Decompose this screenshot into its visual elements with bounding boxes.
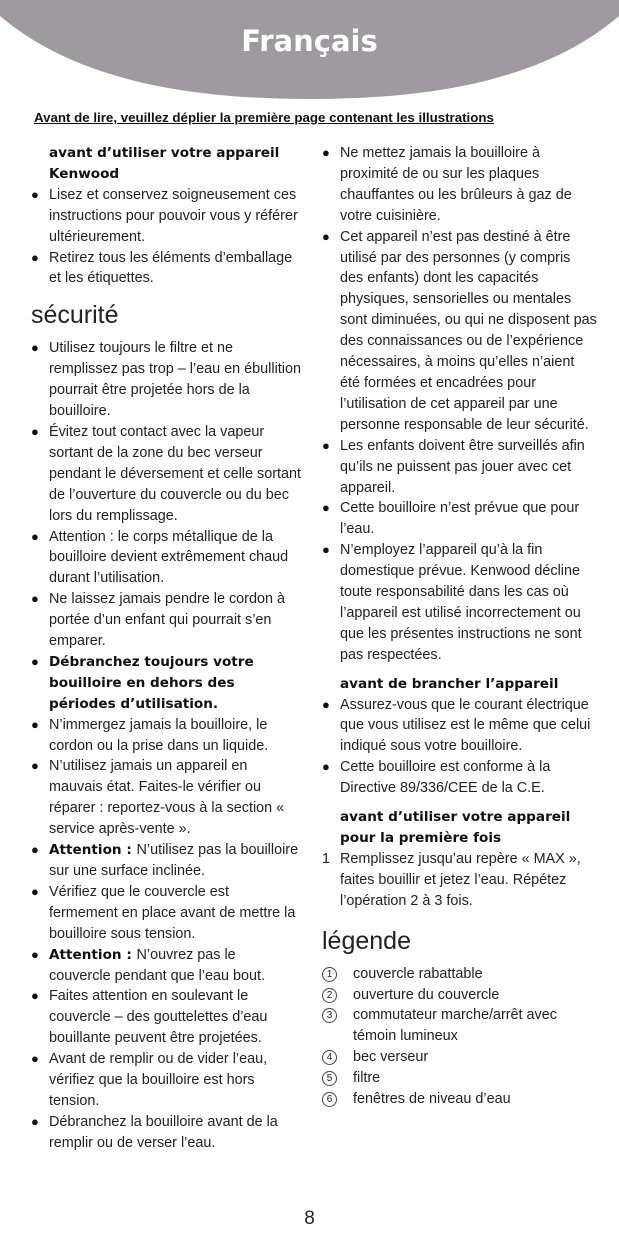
legend-item xyxy=(322,1047,597,1068)
item-text: N’immergez jamais la bouilloire, le cordon ou la prise dans un liquide. xyxy=(49,716,269,754)
list-item xyxy=(31,338,301,422)
list-item xyxy=(31,248,301,290)
list-item xyxy=(31,1112,301,1154)
bullet-icon: ● xyxy=(31,528,39,544)
bullet-icon: ● xyxy=(31,249,39,265)
item-text: Les enfants doivent être surveillés afin qu’ils ne puissent pas jouer avec cet appareil. xyxy=(340,437,585,496)
list-item xyxy=(31,527,301,590)
bullet-icon: ● xyxy=(31,988,39,1004)
list-item xyxy=(322,143,597,227)
item-text: Utilisez toujours le filtre et ne remplissez pas trop – l’eau en ébullition pourrait être projetée hors de la bouilloire. xyxy=(49,340,301,420)
legend-number-circle: 5 xyxy=(322,1071,337,1086)
bullet-icon: ● xyxy=(322,759,330,775)
list-item xyxy=(31,945,301,987)
legend-text: fenêtres de niveau d’eau xyxy=(353,1091,511,1108)
list-item xyxy=(31,652,301,715)
list-item xyxy=(31,185,301,248)
legend-item xyxy=(322,1089,597,1110)
header-banner xyxy=(0,0,619,100)
bullet-icon: ● xyxy=(31,1113,39,1129)
item-text: Ne laissez jamais pendre le cordon à portée d’un enfant qui pourrait s’en emparer. xyxy=(49,591,285,650)
list-item xyxy=(322,436,597,499)
legend-item xyxy=(322,985,597,1006)
list-item xyxy=(31,1049,301,1112)
item-text: N’utilisez jamais un appareil en mauvais état. Faites-le vérifier ou réparer : reportez-vous à la section « service après-vente ». xyxy=(49,758,285,838)
bullet-icon: ● xyxy=(31,423,39,439)
list-item xyxy=(322,227,597,436)
item-emphasis: Attention : xyxy=(49,946,137,963)
item-text: Retirez tous les éléments d’emballage et les étiquettes. xyxy=(49,249,293,287)
first-use-steps xyxy=(322,849,597,912)
item-emphasis: Attention : xyxy=(49,842,137,859)
safety-heading: sécurité xyxy=(31,301,119,330)
step-number: 1 xyxy=(322,850,331,867)
list-item xyxy=(31,986,301,1049)
list-item xyxy=(31,589,301,652)
legend-item xyxy=(322,1005,597,1047)
bullet-icon: ● xyxy=(322,145,330,160)
item-text: Vérifiez que le couvercle est fermement en place avant de mettre la bouilloire sous tension. xyxy=(49,883,296,942)
before-plug-list xyxy=(322,695,597,800)
legend-item xyxy=(322,1068,597,1089)
list-item xyxy=(31,422,301,527)
item-text: Lisez et conservez soigneusement ces instructions pour pouvoir vous y référer ultérieurement. xyxy=(49,186,298,245)
before-plug-title: avant de brancher l’appareil xyxy=(340,675,559,692)
legend-text: commutateur marche/arrêt avec témoin lumineux xyxy=(353,1007,557,1045)
item-text: Faites attention en soulevant le couvercle – des gouttelettes d’eau bouillante peuvent être projetées. xyxy=(49,988,268,1047)
safety-list xyxy=(31,338,301,1153)
first-use-title: avant d’utiliser votre appareil pour la première fois xyxy=(340,809,571,846)
bullet-icon: ● xyxy=(31,883,39,899)
bullet-icon: ● xyxy=(322,437,330,453)
item-text: Assurez-vous que le courant électrique que vous utilisez est le même que celui indiqué sous votre bouilloire. xyxy=(340,696,591,755)
list-item xyxy=(322,695,597,758)
page-number: 8 xyxy=(304,1208,315,1229)
bullet-icon: ● xyxy=(322,542,330,558)
legend-number-circle: 1 xyxy=(322,967,337,982)
list-item xyxy=(31,882,301,945)
bullet-icon: ● xyxy=(322,696,330,712)
legend-number-circle: 4 xyxy=(322,1050,337,1065)
list-item xyxy=(322,498,597,540)
item-text: N’employez l’appareil qu’à la fin domestique prévue. Kenwood décline toute responsabilité dans les cas où l’appareil est utilisé incorrectement ou que les présentes instructions ne sont pas respectées. xyxy=(340,542,582,663)
safety-list-continued xyxy=(322,143,597,666)
bullet-icon: ● xyxy=(31,591,39,607)
legend-item xyxy=(322,964,597,985)
list-item xyxy=(31,715,301,757)
legend-text: filtre xyxy=(353,1070,381,1087)
bullet-icon: ● xyxy=(31,340,39,356)
bullet-icon: ● xyxy=(31,842,39,858)
step-item xyxy=(322,849,597,912)
right-column xyxy=(322,143,597,1110)
legend-list xyxy=(322,964,597,1110)
list-item xyxy=(322,757,597,799)
item-text: Cette bouilloire est conforme à la Directive 89/336/CEE de la C.E. xyxy=(340,759,551,797)
item-text: Cet appareil n’est pas destiné à être utilisé par des personnes (y compris des enfants) dont les capacités physiques, sensorielles ou mentales sont diminuées, ou qui ne disposent pas des connaissances ou de l’expérience nécessaires, à moins qu’elles n’aient été formées et encadrées pour l’utilisation de cet appareil par une personne responsable de leur sécurité. xyxy=(340,228,597,433)
legend-number-circle: 2 xyxy=(322,988,337,1003)
item-text: Débranchez la bouilloire avant de la remplir ou de verser l’eau. xyxy=(49,1113,278,1151)
step-text: Remplissez jusqu’au repère « MAX », faites bouillir et jetez l’eau. Répétez l’opération 2 à 3 fois. xyxy=(340,850,581,909)
legend-text: ouverture du couvercle xyxy=(353,986,500,1003)
bullet-icon: ● xyxy=(31,653,39,669)
bullet-icon: ● xyxy=(31,186,39,202)
bullet-icon: ● xyxy=(31,946,39,962)
legend-text: couvercle rabattable xyxy=(353,965,483,982)
before-use-list xyxy=(31,185,301,290)
item-text: Évitez tout contact avec la vapeur sortant de la zone du bec verseur pendant le déversement et celle sortant de l’ouverture du couvercle ou du bec lors du remplissage. xyxy=(49,423,301,524)
item-text: Attention : le corps métallique de la bouilloire devient extrêmement chaud durant l’utilisation. xyxy=(49,528,289,587)
list-item xyxy=(31,756,301,840)
bullet-icon: ● xyxy=(31,758,39,774)
list-item xyxy=(31,840,301,882)
item-text: Ne mettez jamais la bouilloire à proximité de ou sur les plaques chauffantes ou les brûleurs à gaz de votre cuisinière. xyxy=(340,145,572,224)
intro-note: Avant de lire, veuillez déplier la première page contenant les illustrations xyxy=(34,110,494,125)
list-item xyxy=(322,540,597,665)
left-column xyxy=(31,143,301,1154)
legend-text: bec verseur xyxy=(353,1049,429,1066)
bullet-icon: ● xyxy=(31,716,39,732)
item-text: N’utilisez pas la bouilloire sur une surface inclinée. xyxy=(49,842,299,879)
bullet-icon: ● xyxy=(31,1051,39,1067)
before-use-title: avant d’utiliser votre appareil Kenwood xyxy=(49,145,280,182)
item-emphasis: Débranchez toujours votre bouilloire en dehors des périodes d’utilisation. xyxy=(49,653,254,712)
legend-number-circle: 3 xyxy=(322,1008,337,1023)
item-text: Avant de remplir ou de vider l’eau, vérifiez que la bouilloire est hors tension. xyxy=(49,1051,268,1109)
legend-number-circle: 6 xyxy=(322,1092,337,1107)
bullet-icon: ● xyxy=(322,500,330,516)
legend-heading: légende xyxy=(322,926,411,955)
bullet-icon: ● xyxy=(322,228,330,244)
page-title: Français xyxy=(241,24,378,58)
item-text: Cette bouilloire n’est prévue que pour l’eau. xyxy=(340,500,580,538)
item-text: N’ouvrez pas le couvercle pendant que l’eau bout. xyxy=(49,946,266,984)
